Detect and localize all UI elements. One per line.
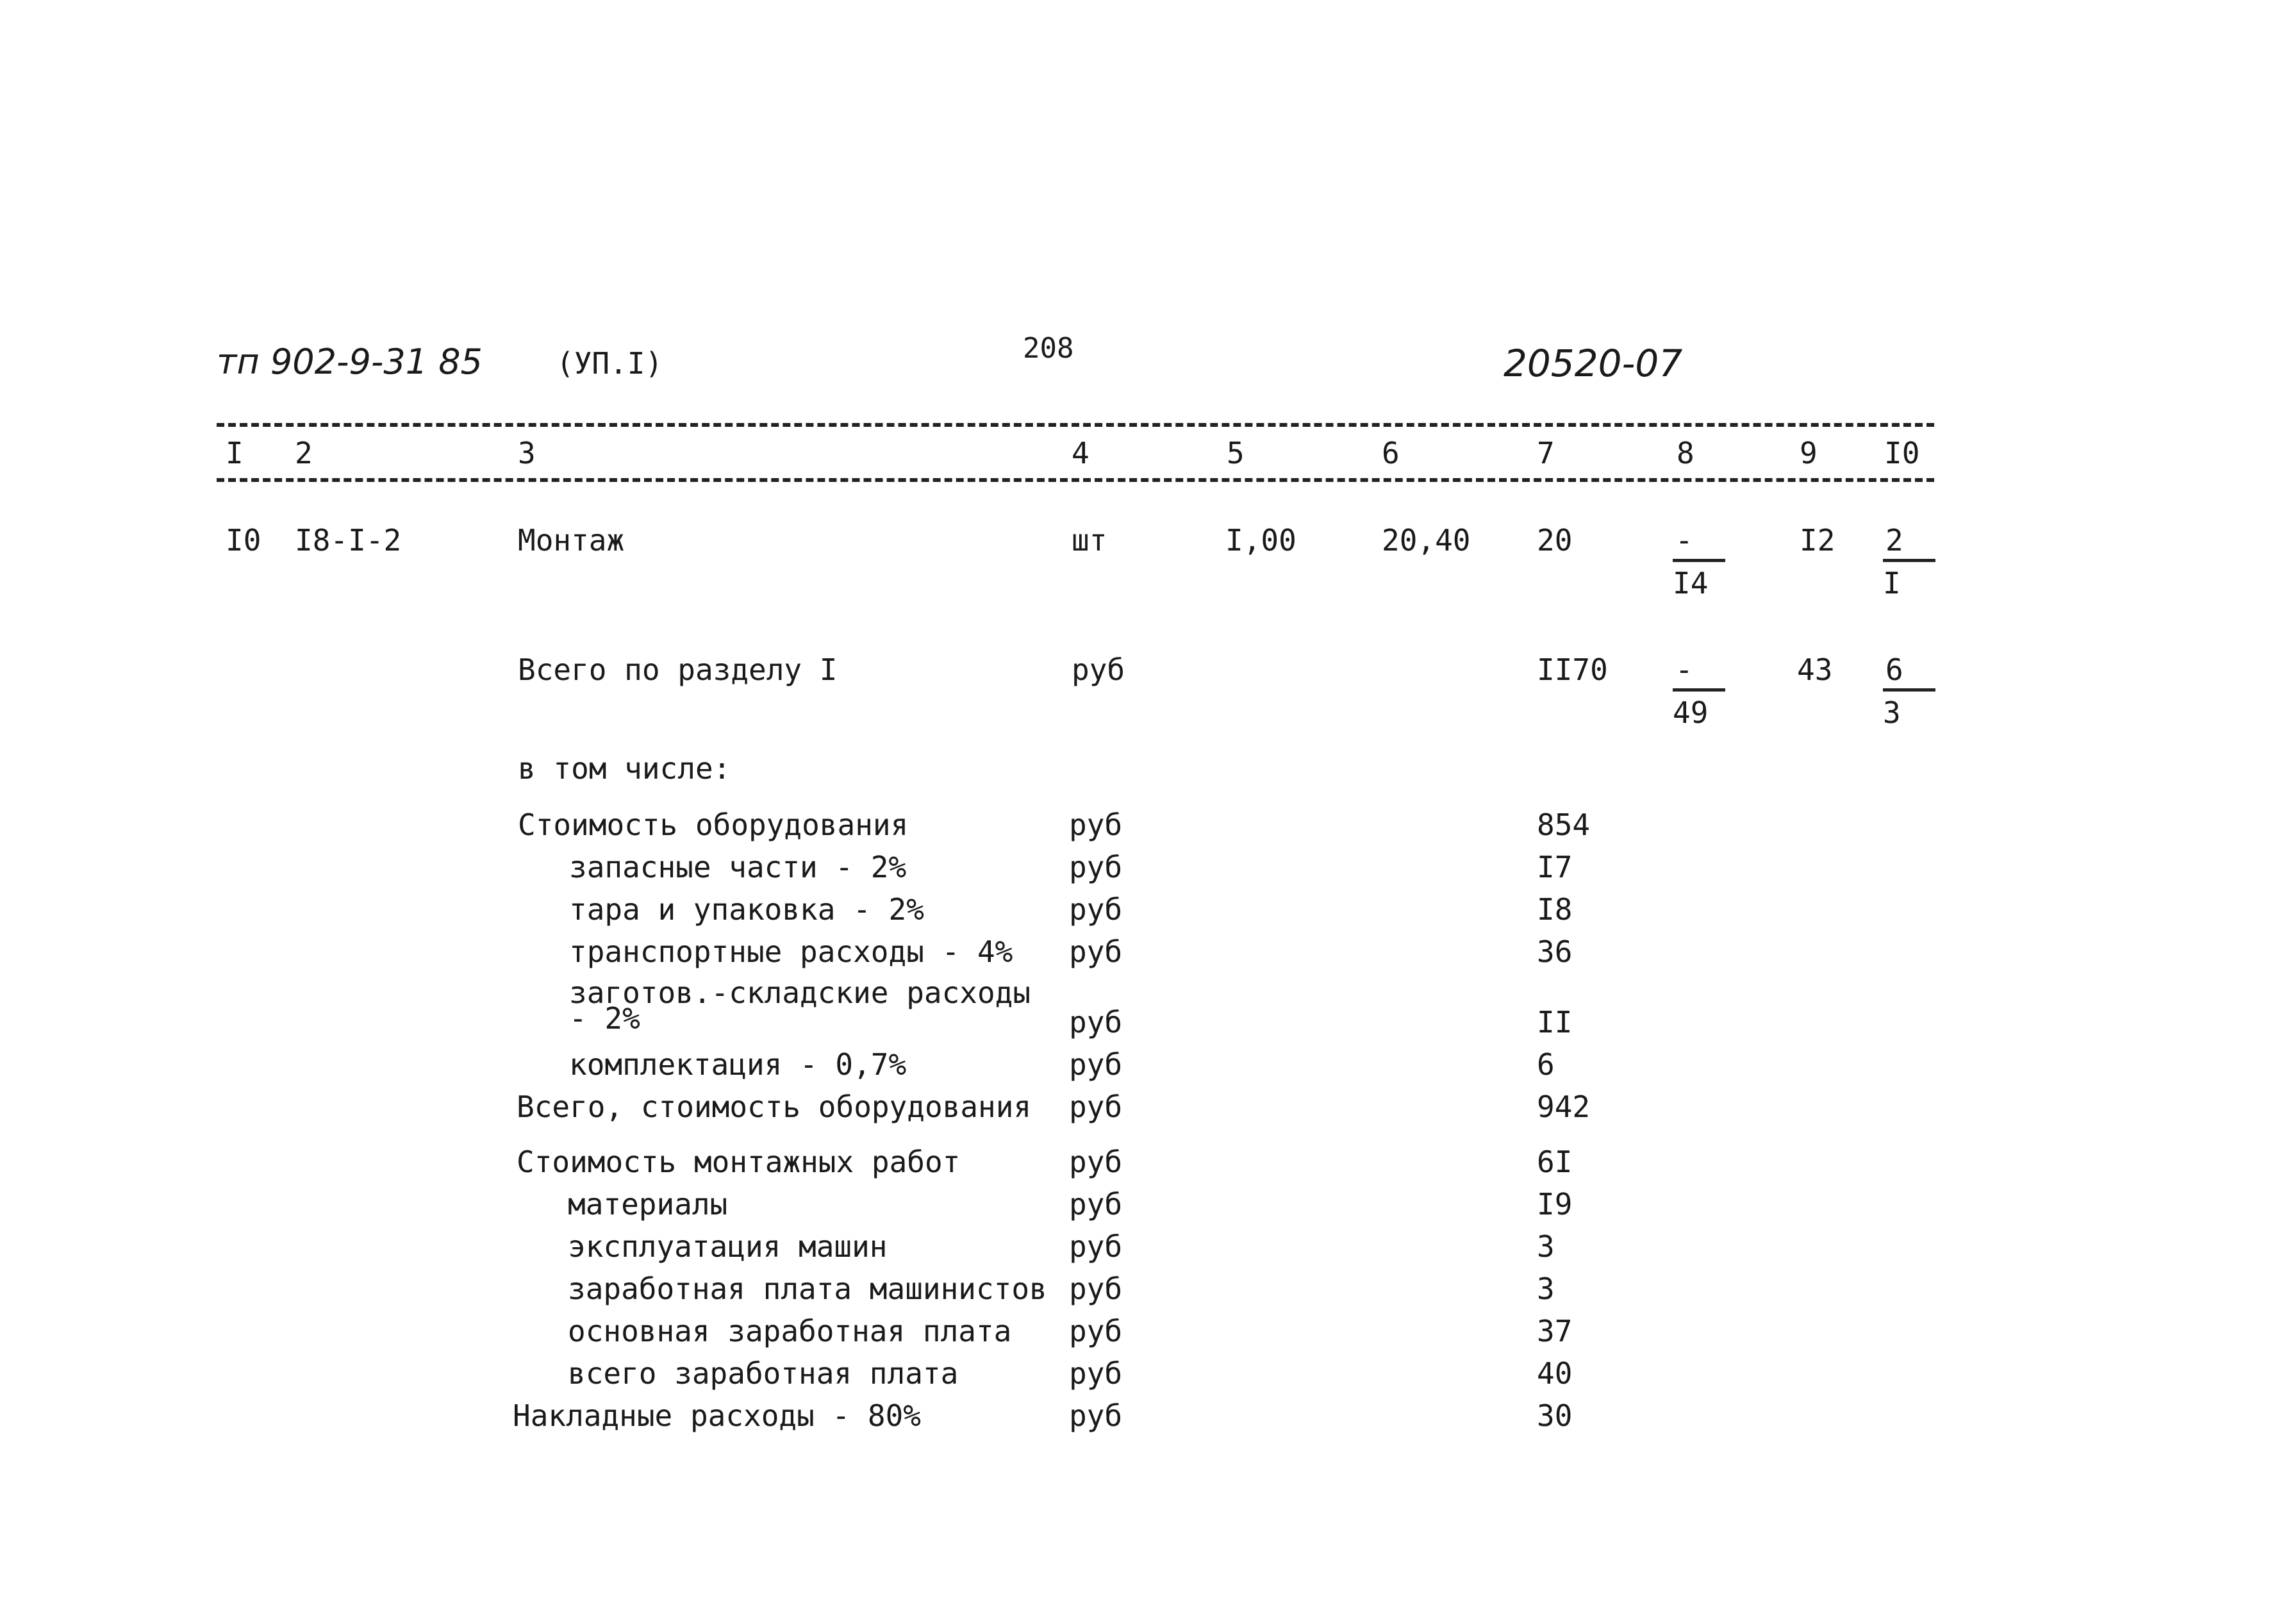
item-value: I9 — [1537, 1187, 1573, 1222]
item-value: 3 — [1537, 1229, 1555, 1264]
item-label: материалы — [568, 1187, 728, 1222]
column-header-8: 8 — [1677, 436, 1694, 470]
column-header-3: 3 — [518, 436, 536, 470]
item-unit: руб — [1069, 1187, 1123, 1222]
cell-unit-cost: 20,40 — [1382, 523, 1471, 558]
item-unit: руб — [1069, 1090, 1123, 1124]
item-value: II — [1537, 1005, 1573, 1040]
item-unit: руб — [1069, 1356, 1123, 1391]
column-header-10: I0 — [1884, 436, 1920, 470]
cell-col10-fraction — [1883, 523, 1935, 601]
item-label: всего заработная плата — [568, 1356, 959, 1391]
including-label: в том числе: — [518, 751, 731, 786]
fraction-denominator: I4 — [1673, 566, 1709, 601]
column-header-4: 4 — [1072, 436, 1089, 470]
item-label: тара и упаковка - 2% — [569, 892, 924, 927]
header-top-rule — [217, 423, 1934, 427]
item-label: Накладные расходы - 80% — [513, 1398, 921, 1433]
item-unit: руб — [1069, 1047, 1123, 1082]
fraction-numerator: 2 — [1883, 526, 1935, 562]
item-value: 6 — [1537, 1047, 1555, 1082]
item-value: 6I — [1537, 1145, 1573, 1179]
item-label: Стоимость оборудования — [518, 808, 909, 842]
item-label: Стоимость монтажных работ — [517, 1145, 961, 1179]
item-label: Всего, стоимость оборудования — [517, 1090, 1032, 1124]
fraction-numerator: - — [1673, 526, 1725, 562]
item-label: транспортные расходы - 4% — [569, 934, 1013, 969]
item-unit: руб — [1069, 850, 1123, 884]
cell-quantity: I,00 — [1225, 523, 1297, 558]
item-label: основная заработная плата — [568, 1314, 1012, 1348]
cell-price-code: I8-I-2 — [295, 523, 402, 558]
volume-label: (УП.I) — [556, 346, 663, 381]
cell-col9: I2 — [1800, 523, 1835, 558]
column-header-5: 5 — [1227, 436, 1245, 470]
column-header-7: 7 — [1537, 436, 1555, 470]
item-unit: руб — [1069, 1229, 1123, 1264]
cell-item-number: I0 — [226, 523, 261, 558]
item-unit: руб — [1069, 892, 1123, 927]
fraction-denominator: 3 — [1883, 695, 1901, 730]
item-unit: руб — [1069, 1005, 1123, 1040]
cell-name: Монтаж — [518, 523, 625, 558]
item-value: 854 — [1537, 808, 1591, 842]
column-header-1: I — [226, 436, 244, 470]
cell-unit: шт — [1072, 523, 1107, 558]
item-unit: руб — [1069, 934, 1123, 969]
cell-name: Всего по разделу I — [518, 652, 838, 687]
item-value: 40 — [1537, 1356, 1573, 1391]
cell-col9: 43 — [1797, 652, 1833, 687]
column-header-9: 9 — [1800, 436, 1818, 470]
item-unit: руб — [1069, 1314, 1123, 1348]
cell-col10-fraction — [1883, 652, 1935, 730]
item-label: запасные части - 2% — [569, 850, 907, 884]
document-code: тп 902-9-31 85 — [217, 342, 483, 382]
cell-total-cost: 20 — [1537, 523, 1573, 558]
item-value: I8 — [1537, 892, 1573, 927]
sheet-code: 20520-07 — [1504, 342, 1683, 385]
item-value: 37 — [1537, 1314, 1573, 1348]
item-value: I7 — [1537, 850, 1573, 884]
item-label: эксплуатация машин — [568, 1229, 888, 1264]
fraction-numerator: - — [1673, 655, 1725, 692]
cell-col8-fraction — [1673, 652, 1725, 730]
cell-total-cost: II70 — [1537, 652, 1608, 687]
page-number: 208 — [1023, 332, 1074, 365]
item-label: заготов.-складские расходы — [569, 975, 1031, 1010]
item-unit: руб — [1069, 808, 1123, 842]
item-value: 942 — [1537, 1090, 1591, 1124]
item-unit: руб — [1069, 1398, 1123, 1433]
column-header-2: 2 — [295, 436, 313, 470]
cell-col8-fraction — [1673, 523, 1725, 601]
item-label: заработная плата машинистов — [568, 1272, 1047, 1306]
cell-unit: руб — [1072, 652, 1125, 687]
column-header-6: 6 — [1382, 436, 1400, 470]
item-unit: руб — [1069, 1145, 1123, 1179]
fraction-numerator: 6 — [1883, 655, 1935, 692]
item-value: 36 — [1537, 934, 1573, 969]
fraction-denominator: I — [1883, 566, 1901, 601]
item-unit: руб — [1069, 1272, 1123, 1306]
fraction-denominator: 49 — [1673, 695, 1709, 730]
item-label-continuation: - 2% — [569, 1001, 640, 1036]
item-value: 30 — [1537, 1398, 1573, 1433]
item-value: 3 — [1537, 1272, 1555, 1306]
item-label: комплектация - 0,7% — [569, 1047, 907, 1082]
header-bottom-rule — [217, 478, 1934, 482]
